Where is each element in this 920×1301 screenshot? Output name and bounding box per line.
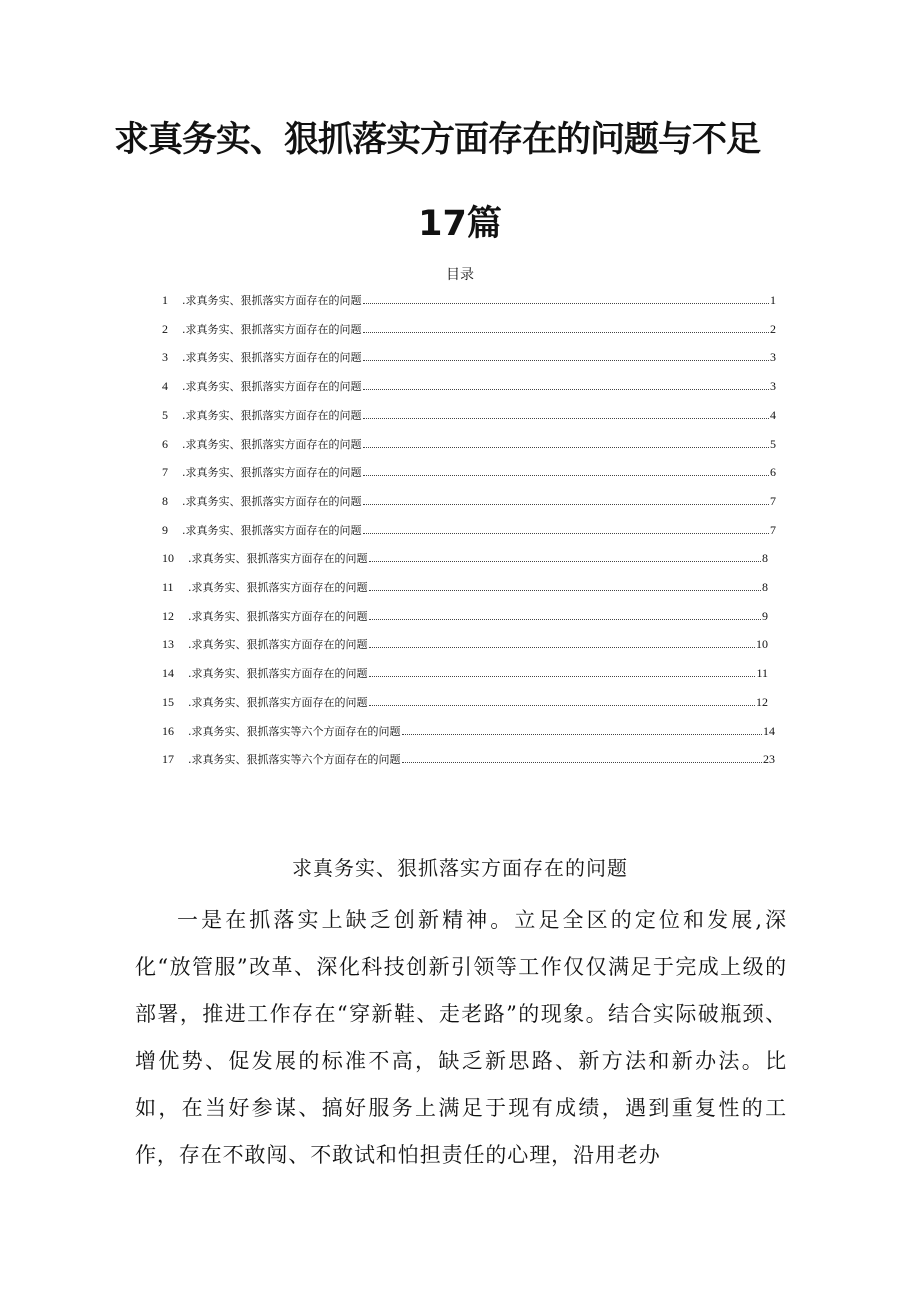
toc-entry-number: 5 bbox=[162, 407, 168, 422]
toc-entry-page: 10 bbox=[756, 637, 768, 652]
toc-entry[interactable] bbox=[162, 606, 768, 626]
toc-dot-leader bbox=[363, 405, 770, 419]
toc-entry-number: 8 bbox=[162, 493, 168, 508]
toc-dot-leader bbox=[369, 663, 756, 677]
toc-entry[interactable] bbox=[162, 491, 776, 511]
toc-entry-title: .求真务实、狠抓落实方面存在的问题 bbox=[188, 581, 368, 594]
toc-dot-leader bbox=[363, 434, 770, 448]
toc-dot-leader bbox=[369, 606, 762, 620]
toc-dot-leader bbox=[369, 577, 762, 591]
toc-dot-leader bbox=[363, 347, 770, 361]
toc-entry-page: 2 bbox=[770, 321, 776, 336]
toc-entry-title: .求真务实、狠抓落实方面存在的问题 bbox=[188, 638, 368, 652]
toc-entry[interactable] bbox=[162, 634, 768, 654]
toc-dot-leader bbox=[369, 692, 756, 706]
toc-entry-number: 17 bbox=[162, 752, 174, 767]
toc-entry-number: 4 bbox=[162, 379, 168, 394]
toc-entry-number: 10 bbox=[162, 551, 174, 566]
toc-entry-title: .求真务实、狠抓落实方面存在的问题 bbox=[188, 667, 368, 681]
toc-entry[interactable] bbox=[162, 405, 776, 425]
toc-entry[interactable] bbox=[162, 548, 768, 568]
toc-dot-leader bbox=[369, 634, 756, 648]
toc-entry-number: 11 bbox=[162, 580, 174, 594]
section-title: 求真务实、狠抓落实方面存在的问题 bbox=[292, 856, 628, 880]
toc-entry-title: .求真务实、狠抓落实方面存在的问题 bbox=[182, 322, 362, 336]
toc-dot-leader bbox=[369, 548, 762, 562]
toc-entry-number: 2 bbox=[162, 321, 168, 336]
toc-entry-title: .求真务实、狠抓落实方面存在的问题 bbox=[182, 351, 362, 365]
toc-dot-leader bbox=[402, 721, 763, 735]
toc-entry-title: .求真务实、狠抓落实方面存在的问题 bbox=[182, 494, 362, 508]
toc-entry-number: 14 bbox=[162, 666, 174, 681]
toc-entry-number: 13 bbox=[162, 637, 174, 652]
toc-entry-page: 9 bbox=[762, 608, 768, 623]
toc-dot-leader bbox=[363, 462, 770, 476]
toc-entry-page: 3 bbox=[770, 379, 776, 394]
toc-entry-page: 7 bbox=[770, 522, 776, 537]
toc-entry-page: 8 bbox=[762, 580, 768, 594]
toc-entry[interactable] bbox=[162, 290, 776, 310]
toc-entry[interactable] bbox=[162, 434, 776, 454]
toc-entry-title: .求真务实、狠抓落实方面存在的问题 bbox=[182, 408, 362, 422]
toc-entry-title: .求真务实、狠抓落实方面存在的问题 bbox=[188, 695, 368, 709]
toc-entry-title: .求真务实、狠抓落实方面存在的问题 bbox=[182, 437, 362, 451]
toc-dot-leader bbox=[363, 520, 770, 534]
toc-entry-number: 9 bbox=[162, 522, 168, 537]
toc-entry-page: 12 bbox=[756, 694, 768, 709]
toc-entry-number: 16 bbox=[162, 723, 174, 738]
toc-entry-page: 1 bbox=[770, 293, 776, 307]
toc-entry-title: .求真务实、狠抓落实等六个方面存在的问题 bbox=[188, 724, 401, 738]
toc-entry-title: .求真务实、狠抓落实等六个方面存在的问题 bbox=[188, 753, 401, 767]
toc-entry-page: 3 bbox=[770, 350, 776, 365]
toc-entry[interactable] bbox=[162, 376, 776, 396]
toc-dot-leader bbox=[363, 290, 770, 304]
toc-entry-page: 4 bbox=[770, 407, 776, 422]
toc-entry-page: 14 bbox=[763, 723, 775, 738]
toc-entry-number: 6 bbox=[162, 436, 168, 451]
toc-entry[interactable] bbox=[162, 462, 776, 482]
document-title: 求真务实、狠抓落实方面存在的问题与不足 bbox=[113, 120, 760, 160]
toc-entry-number: 7 bbox=[162, 465, 168, 480]
body-paragraph: 一是在抓落实上缺乏创新精神。立足全区的定位和发展,深化“放管服”改革、深化科技创新引领等工作仅仅满足于完成上级的部署，推进工作存在“穿新鞋、走老路”的现象。结合实际破瓶颈、增优势、促发展的标准不高，缺乏新思路、新方法和新办法。比如，在当好参谋、搞好服务上满足于现有成绩，遇到重复性的工作，存在不敢闯、不敢试和怕担责任的心理，沿用老办 bbox=[135, 908, 787, 1167]
toc-entry-title: .求真务实、狠抓落实方面存在的问题 bbox=[182, 466, 362, 480]
toc-dot-leader bbox=[363, 491, 770, 505]
toc-dot-leader bbox=[402, 749, 763, 763]
toc-entry-title: .求真务实、狠抓落实方面存在的问题 bbox=[188, 609, 368, 623]
toc-entry-title: .求真务实、狠抓落实方面存在的问题 bbox=[182, 523, 362, 537]
toc-entry[interactable] bbox=[162, 577, 768, 597]
toc-entry[interactable] bbox=[162, 692, 768, 712]
toc-entry-number: 1 bbox=[162, 293, 168, 307]
toc-dot-leader bbox=[363, 319, 770, 333]
toc-entry-page: 11 bbox=[756, 666, 768, 681]
toc-entry-number: 15 bbox=[162, 694, 174, 709]
toc-entry[interactable] bbox=[162, 663, 768, 683]
toc-entry[interactable] bbox=[162, 347, 776, 367]
toc-entry[interactable] bbox=[162, 721, 775, 741]
toc-entry[interactable] bbox=[162, 520, 776, 540]
toc-entry-title: .求真务实、狠抓落实方面存在的问题 bbox=[182, 380, 362, 394]
toc-entry-page: 23 bbox=[763, 752, 775, 767]
toc-dot-leader bbox=[363, 376, 770, 390]
toc-entry-title: .求真务实、狠抓落实方面存在的问题 bbox=[188, 552, 368, 566]
document-title-count: 17篇 bbox=[418, 204, 502, 244]
toc-entry-page: 6 bbox=[770, 465, 776, 480]
toc-entry-number: 3 bbox=[162, 350, 168, 365]
toc-entry-title: .求真务实、狠抓落实方面存在的问题 bbox=[182, 294, 362, 307]
toc-entry-page: 8 bbox=[762, 551, 768, 566]
toc-heading: 目录 bbox=[446, 267, 474, 283]
toc-entry-page: 7 bbox=[770, 493, 776, 508]
toc-entry-number: 12 bbox=[162, 608, 174, 623]
toc-entry[interactable] bbox=[162, 319, 776, 339]
toc-entry[interactable] bbox=[162, 749, 775, 769]
toc-entry-page: 5 bbox=[770, 436, 776, 451]
